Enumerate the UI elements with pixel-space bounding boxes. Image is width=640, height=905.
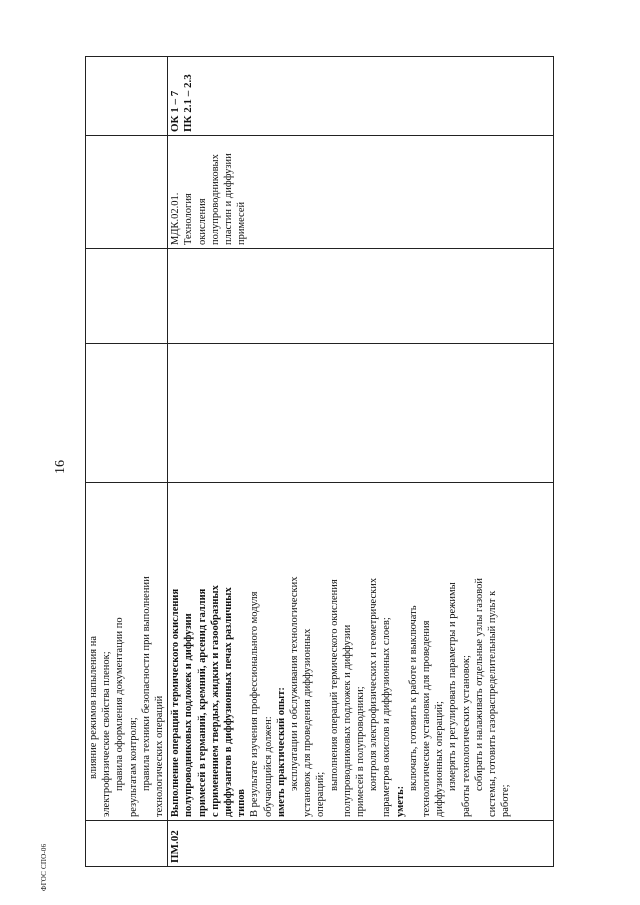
title-line: примесей в германий, кремний, арсенид галлия — [196, 588, 208, 817]
mdk-line: примесей — [236, 201, 248, 245]
module-description-cell — [168, 483, 554, 821]
module-title — [169, 486, 248, 817]
title-line: типов — [236, 789, 248, 817]
body-line: работе; — [500, 784, 512, 817]
body-line: контроля электрофизических и геометрических — [368, 577, 380, 791]
competency-code: ОК 1 – 7 — [169, 90, 182, 132]
body-line: системы, готовить газораспределительный пульт к — [487, 590, 499, 817]
mdk-line: окисления — [196, 198, 208, 245]
module-code-cell — [168, 821, 554, 867]
body-line: обучающийся должен: — [262, 716, 274, 817]
body-line: диффузионных операций; — [434, 701, 446, 817]
empty-cell — [86, 344, 168, 483]
text-line: правила техники безопасности при выполнении — [140, 576, 152, 791]
mdk-cell — [168, 136, 554, 249]
index-cell — [86, 821, 168, 867]
body-line: эксплуатации и обслуживания технологических — [289, 576, 301, 791]
body-line: включать, готовить к работе и выключать — [407, 605, 419, 791]
title-line: Выполнение операций термического окисления — [170, 588, 182, 817]
empty-cell — [86, 57, 168, 136]
competencies-cell — [168, 57, 554, 136]
text-line: электрофизические свойства пленок; — [101, 651, 113, 817]
empty-cell — [168, 344, 554, 483]
body-line: операций; — [315, 771, 327, 817]
mdk-line: МДК.02.01. Технология — [170, 192, 195, 245]
standards-table — [85, 56, 554, 867]
body-line: работы технологических установок; — [460, 655, 472, 817]
mdk-line: пластин и диффузии — [223, 153, 235, 245]
footer-code: ФГОС СПО-06 — [40, 843, 48, 891]
body-line: параметров окислов и диффузионных слоев; — [381, 617, 393, 817]
continuation-text-cell — [86, 483, 168, 821]
body-line: собирать и налаживать отдельные узлы газовой — [473, 577, 485, 791]
empty-cell — [86, 136, 168, 249]
title-line: полупроводниковых подложек и диффузии — [183, 613, 195, 817]
table-row-continuation — [86, 57, 168, 867]
body-line: полупроводниковых подложек и диффузии — [341, 624, 353, 817]
body-line: примесей в полупроводники; — [355, 686, 367, 817]
mdk-line: полупроводниковых — [209, 154, 221, 245]
body-line: измерять и регулировать параметры и режимы — [447, 582, 459, 791]
text-line: правила оформления документации по — [114, 617, 126, 791]
text-line: технологических операций — [154, 695, 166, 817]
title-line: диффузантов в диффузионных печах различных — [223, 587, 235, 817]
body-line: уметь: — [394, 785, 406, 817]
competency-code: ПК 2.1 – 2.3 — [182, 74, 195, 132]
body-line: выполнения операций термического окисления — [328, 579, 340, 791]
text-line: влияние режимов напыления на — [88, 636, 99, 779]
competencies-list — [169, 60, 195, 132]
text-line: результатам контроля; — [127, 717, 139, 817]
body-line: В результате изучения профессионального модуля — [249, 591, 261, 817]
body-line: иметь практический опыт: — [275, 687, 287, 817]
body-line: технологические установки для проведения — [421, 620, 433, 817]
mdk-text — [169, 139, 248, 245]
module-requirements — [248, 486, 512, 817]
title-line: с применением твердых, жидких и газообразных — [209, 585, 221, 817]
table-row-pm02 — [168, 57, 554, 867]
page-number: 16 — [53, 460, 68, 474]
empty-cell — [86, 249, 168, 344]
empty-cell — [168, 249, 554, 344]
module-code: ПМ.02 — [169, 830, 182, 863]
body-line: установок для проведения диффузионных — [302, 628, 314, 817]
